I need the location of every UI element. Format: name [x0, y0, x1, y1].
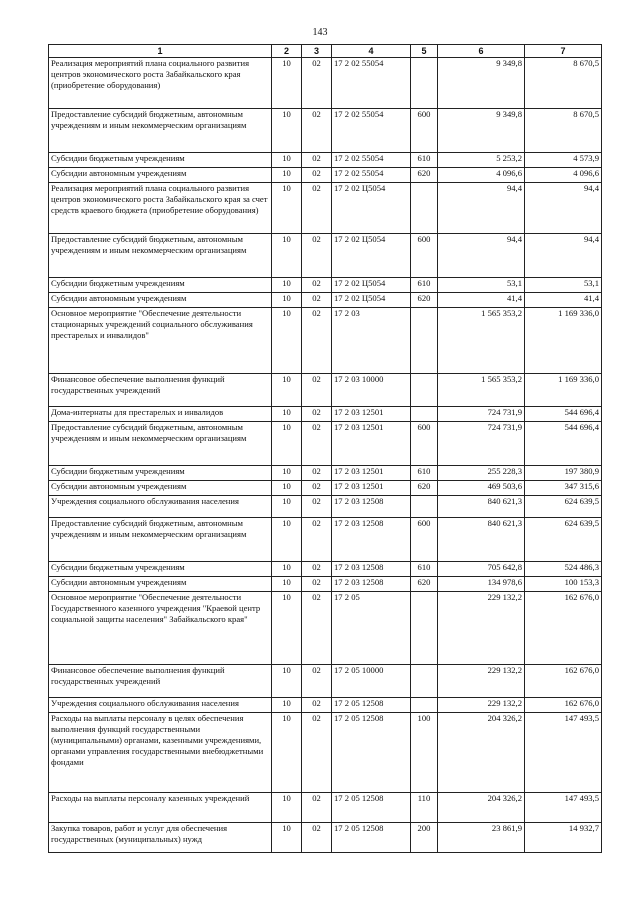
- subsection-code-cell: 02: [302, 308, 332, 374]
- subsection-code-cell: 02: [302, 496, 332, 518]
- amount-year2-cell: 4 573,9: [525, 153, 602, 168]
- amount-year1-cell: 229 132,2: [438, 665, 525, 698]
- article-code-cell: 17 2 03 12501: [332, 481, 411, 496]
- subsection-code-cell: 02: [302, 293, 332, 308]
- subsection-code-cell: 02: [302, 58, 332, 109]
- amount-year1-cell: 229 132,2: [438, 698, 525, 713]
- subsection-code-cell: 02: [302, 234, 332, 278]
- expenditure-name-cell: Субсидии автономным учреждениям: [49, 293, 272, 308]
- subsection-code-cell: 02: [302, 793, 332, 823]
- amount-year2-cell: 544 696,4: [525, 422, 602, 466]
- article-code-cell: 17 2 03 12508: [332, 577, 411, 592]
- amount-year2-cell: 147 493,5: [525, 713, 602, 793]
- table-row: [49, 481, 602, 496]
- expenditure-name-cell: Учреждения социального обслуживания населения: [49, 698, 272, 713]
- table-row: [49, 422, 602, 466]
- article-code-cell: 17 2 02 Ц5054: [332, 278, 411, 293]
- amount-year1-cell: 9 349,8: [438, 109, 525, 153]
- expense-type-cell: 620: [411, 168, 438, 183]
- section-code-cell: 10: [272, 153, 302, 168]
- expenditure-name-cell: Предоставление субсидий бюджетным, автономным учреждениям и иным некоммерческим организациям: [49, 422, 272, 466]
- amount-year2-cell: 624 639,5: [525, 496, 602, 518]
- amount-year2-cell: 1 169 336,0: [525, 308, 602, 374]
- section-code-cell: 10: [272, 183, 302, 234]
- table-row: [49, 234, 602, 278]
- section-code-cell: 10: [272, 481, 302, 496]
- article-code-cell: 17 2 05 12508: [332, 713, 411, 793]
- article-code-cell: 17 2 05 12508: [332, 698, 411, 713]
- amount-year1-cell: 229 132,2: [438, 592, 525, 665]
- article-code-cell: 17 2 05 12508: [332, 823, 411, 853]
- subsection-code-cell: 02: [302, 577, 332, 592]
- amount-year1-cell: 53,1: [438, 278, 525, 293]
- amount-year2-cell: 544 696,4: [525, 407, 602, 422]
- table-row: [49, 168, 602, 183]
- subsection-code-cell: 02: [302, 168, 332, 183]
- section-code-cell: 10: [272, 109, 302, 153]
- amount-year1-cell: 4 096,6: [438, 168, 525, 183]
- amount-year2-cell: 197 380,9: [525, 466, 602, 481]
- article-code-cell: 17 2 03 12508: [332, 518, 411, 562]
- article-code-cell: 17 2 03 12501: [332, 466, 411, 481]
- subsection-code-cell: 02: [302, 665, 332, 698]
- expense-type-cell: [411, 183, 438, 234]
- amount-year1-cell: 840 621,3: [438, 496, 525, 518]
- section-code-cell: 10: [272, 577, 302, 592]
- expense-type-cell: 100: [411, 713, 438, 793]
- article-code-cell: 17 2 05: [332, 592, 411, 665]
- expenditure-name-cell: Учреждения социального обслуживания населения: [49, 496, 272, 518]
- amount-year1-cell: 23 861,9: [438, 823, 525, 853]
- amount-year2-cell: 1 169 336,0: [525, 374, 602, 407]
- subsection-code-cell: 02: [302, 562, 332, 577]
- amount-year2-cell: 162 676,0: [525, 698, 602, 713]
- subsection-code-cell: 02: [302, 109, 332, 153]
- table-row: [49, 496, 602, 518]
- amount-year2-cell: 162 676,0: [525, 592, 602, 665]
- header-cell: 1: [49, 45, 272, 58]
- expense-type-cell: [411, 58, 438, 109]
- expenditure-name-cell: Предоставление субсидий бюджетным, автономным учреждениям и иным некоммерческим организациям: [49, 518, 272, 562]
- expense-type-cell: 620: [411, 293, 438, 308]
- article-code-cell: 17 2 05 10000: [332, 665, 411, 698]
- expenditure-name-cell: Основное мероприятие "Обеспечение деятельности Государственного казенного учреждения "Краевой центр социальной защиты населения" Забайкальского края": [49, 592, 272, 665]
- subsection-code-cell: 02: [302, 466, 332, 481]
- amount-year1-cell: 1 565 353,2: [438, 308, 525, 374]
- table-row: [49, 109, 602, 153]
- section-code-cell: 10: [272, 713, 302, 793]
- subsection-code-cell: 02: [302, 713, 332, 793]
- subsection-code-cell: 02: [302, 407, 332, 422]
- article-code-cell: 17 2 02 55054: [332, 153, 411, 168]
- amount-year2-cell: 14 932,7: [525, 823, 602, 853]
- table-row: [49, 308, 602, 374]
- amount-year2-cell: 94,4: [525, 183, 602, 234]
- amount-year1-cell: 1 565 353,2: [438, 374, 525, 407]
- header-cell: 3: [302, 45, 332, 58]
- table-row: [49, 713, 602, 793]
- table-row: [49, 592, 602, 665]
- table-row: [49, 58, 602, 109]
- expense-type-cell: 600: [411, 234, 438, 278]
- section-code-cell: 10: [272, 793, 302, 823]
- expenditure-name-cell: Субсидии бюджетным учреждениям: [49, 562, 272, 577]
- section-code-cell: 10: [272, 518, 302, 562]
- expenditure-name-cell: Субсидии автономным учреждениям: [49, 577, 272, 592]
- amount-year2-cell: 4 096,6: [525, 168, 602, 183]
- article-code-cell: 17 2 03 12508: [332, 496, 411, 518]
- table-row: [49, 466, 602, 481]
- expense-type-cell: 620: [411, 481, 438, 496]
- amount-year2-cell: 162 676,0: [525, 665, 602, 698]
- amount-year2-cell: 41,4: [525, 293, 602, 308]
- table-row: [49, 293, 602, 308]
- expenditure-name-cell: Реализация мероприятий плана социального развития центров экономического роста Забайкальского края (приобретение оборудования): [49, 58, 272, 109]
- expense-type-cell: [411, 407, 438, 422]
- article-code-cell: 17 2 03 12501: [332, 407, 411, 422]
- section-code-cell: 10: [272, 407, 302, 422]
- expense-type-cell: [411, 308, 438, 374]
- subsection-code-cell: 02: [302, 422, 332, 466]
- amount-year1-cell: 204 326,2: [438, 713, 525, 793]
- expense-type-cell: 600: [411, 109, 438, 153]
- amount-year1-cell: 204 326,2: [438, 793, 525, 823]
- subsection-code-cell: 02: [302, 183, 332, 234]
- expenditure-name-cell: Субсидии бюджетным учреждениям: [49, 153, 272, 168]
- article-code-cell: 17 2 02 Ц5054: [332, 183, 411, 234]
- header-cell: 2: [272, 45, 302, 58]
- section-code-cell: 10: [272, 308, 302, 374]
- subsection-code-cell: 02: [302, 374, 332, 407]
- amount-year2-cell: 347 315,6: [525, 481, 602, 496]
- table-row: [49, 823, 602, 853]
- expenditure-name-cell: Расходы на выплаты персоналу в целях обеспечения выполнения функций государственными (муниципальными) органами, казенными учреждениями, органами управления государственными внебюджетными фондами: [49, 713, 272, 793]
- article-code-cell: 17 2 02 Ц5054: [332, 234, 411, 278]
- subsection-code-cell: 02: [302, 698, 332, 713]
- amount-year2-cell: 100 153,3: [525, 577, 602, 592]
- article-code-cell: 17 2 02 Ц5054: [332, 293, 411, 308]
- section-code-cell: 10: [272, 293, 302, 308]
- amount-year1-cell: 705 642,8: [438, 562, 525, 577]
- expenditure-name-cell: Основное мероприятие "Обеспечение деятельности стационарных учреждений социального обслуживания престарелых и инвалидов": [49, 308, 272, 374]
- table-row: [49, 278, 602, 293]
- subsection-code-cell: 02: [302, 278, 332, 293]
- expense-type-cell: 200: [411, 823, 438, 853]
- subsection-code-cell: 02: [302, 481, 332, 496]
- table-row: [49, 407, 602, 422]
- section-code-cell: 10: [272, 234, 302, 278]
- table-row: [49, 698, 602, 713]
- section-code-cell: 10: [272, 168, 302, 183]
- expenditure-name-cell: Предоставление субсидий бюджетным, автономным учреждениям и иным некоммерческим организациям: [49, 234, 272, 278]
- table-row: [49, 183, 602, 234]
- amount-year1-cell: 134 978,6: [438, 577, 525, 592]
- header-cell: 6: [438, 45, 525, 58]
- amount-year1-cell: 9 349,8: [438, 58, 525, 109]
- expenditure-name-cell: Субсидии бюджетным учреждениям: [49, 278, 272, 293]
- article-code-cell: 17 2 03 10000: [332, 374, 411, 407]
- amount-year2-cell: 53,1: [525, 278, 602, 293]
- amount-year1-cell: 724 731,9: [438, 422, 525, 466]
- expenditure-name-cell: Субсидии бюджетным учреждениям: [49, 466, 272, 481]
- header-cell: 5: [411, 45, 438, 58]
- expense-type-cell: 610: [411, 153, 438, 168]
- expense-type-cell: 110: [411, 793, 438, 823]
- subsection-code-cell: 02: [302, 153, 332, 168]
- amount-year1-cell: 94,4: [438, 183, 525, 234]
- section-code-cell: 10: [272, 823, 302, 853]
- article-code-cell: 17 2 03: [332, 308, 411, 374]
- expense-type-cell: [411, 496, 438, 518]
- expenditure-name-cell: Дома-интернаты для престарелых и инвалидов: [49, 407, 272, 422]
- expense-type-cell: 610: [411, 562, 438, 577]
- subsection-code-cell: 02: [302, 518, 332, 562]
- article-code-cell: 17 2 02 55054: [332, 58, 411, 109]
- table-row: [49, 518, 602, 562]
- subsection-code-cell: 02: [302, 592, 332, 665]
- section-code-cell: 10: [272, 278, 302, 293]
- expenditure-name-cell: Расходы на выплаты персоналу казенных учреждений: [49, 793, 272, 823]
- amount-year1-cell: 840 621,3: [438, 518, 525, 562]
- expenditure-name-cell: Субсидии автономным учреждениям: [49, 168, 272, 183]
- table-row: [49, 153, 602, 168]
- subsection-code-cell: 02: [302, 823, 332, 853]
- section-code-cell: 10: [272, 466, 302, 481]
- expenditure-name-cell: Финансовое обеспечение выполнения функций государственных учреждений: [49, 374, 272, 407]
- expense-type-cell: [411, 665, 438, 698]
- article-code-cell: 17 2 02 55054: [332, 109, 411, 153]
- table-row: [49, 665, 602, 698]
- header-cell: 7: [525, 45, 602, 58]
- section-code-cell: 10: [272, 665, 302, 698]
- section-code-cell: 10: [272, 562, 302, 577]
- section-code-cell: 10: [272, 58, 302, 109]
- amount-year1-cell: 255 228,3: [438, 466, 525, 481]
- expense-type-cell: 600: [411, 518, 438, 562]
- section-code-cell: 10: [272, 592, 302, 665]
- expenditure-name-cell: Реализация мероприятий плана социального развития центров экономического роста Забайкальского края за счет средств краевого бюджета (приобретение оборудования): [49, 183, 272, 234]
- page-number: 143: [312, 27, 328, 38]
- article-code-cell: 17 2 05 12508: [332, 793, 411, 823]
- article-code-cell: 17 2 03 12501: [332, 422, 411, 466]
- amount-year1-cell: 724 731,9: [438, 407, 525, 422]
- amount-year2-cell: 8 670,5: [525, 58, 602, 109]
- expense-type-cell: 600: [411, 422, 438, 466]
- budget-table: [48, 44, 602, 853]
- expense-type-cell: [411, 698, 438, 713]
- header-cell: 4: [332, 45, 411, 58]
- table-row: [49, 793, 602, 823]
- expense-type-cell: [411, 592, 438, 665]
- section-code-cell: 10: [272, 374, 302, 407]
- expenditure-name-cell: Финансовое обеспечение выполнения функций государственных учреждений: [49, 665, 272, 698]
- expenditure-name-cell: Закупка товаров, работ и услуг для обеспечения государственных (муниципальных) нужд: [49, 823, 272, 853]
- table-row: [49, 374, 602, 407]
- amount-year2-cell: 147 493,5: [525, 793, 602, 823]
- expenditure-name-cell: Предоставление субсидий бюджетным, автономным учреждениям и иным некоммерческим организациям: [49, 109, 272, 153]
- amount-year2-cell: 524 486,3: [525, 562, 602, 577]
- article-code-cell: 17 2 02 55054: [332, 168, 411, 183]
- section-code-cell: 10: [272, 496, 302, 518]
- amount-year1-cell: 94,4: [438, 234, 525, 278]
- section-code-cell: 10: [272, 422, 302, 466]
- table-row: [49, 562, 602, 577]
- amount-year2-cell: 8 670,5: [525, 109, 602, 153]
- expenditure-name-cell: Субсидии автономным учреждениям: [49, 481, 272, 496]
- header-row: [49, 45, 602, 58]
- section-code-cell: 10: [272, 698, 302, 713]
- expense-type-cell: [411, 374, 438, 407]
- table-row: [49, 577, 602, 592]
- expense-type-cell: 610: [411, 278, 438, 293]
- amount-year2-cell: 624 639,5: [525, 518, 602, 562]
- amount-year2-cell: 94,4: [525, 234, 602, 278]
- article-code-cell: 17 2 03 12508: [332, 562, 411, 577]
- amount-year1-cell: 41,4: [438, 293, 525, 308]
- expense-type-cell: 620: [411, 577, 438, 592]
- amount-year1-cell: 5 253,2: [438, 153, 525, 168]
- expense-type-cell: 610: [411, 466, 438, 481]
- amount-year1-cell: 469 503,6: [438, 481, 525, 496]
